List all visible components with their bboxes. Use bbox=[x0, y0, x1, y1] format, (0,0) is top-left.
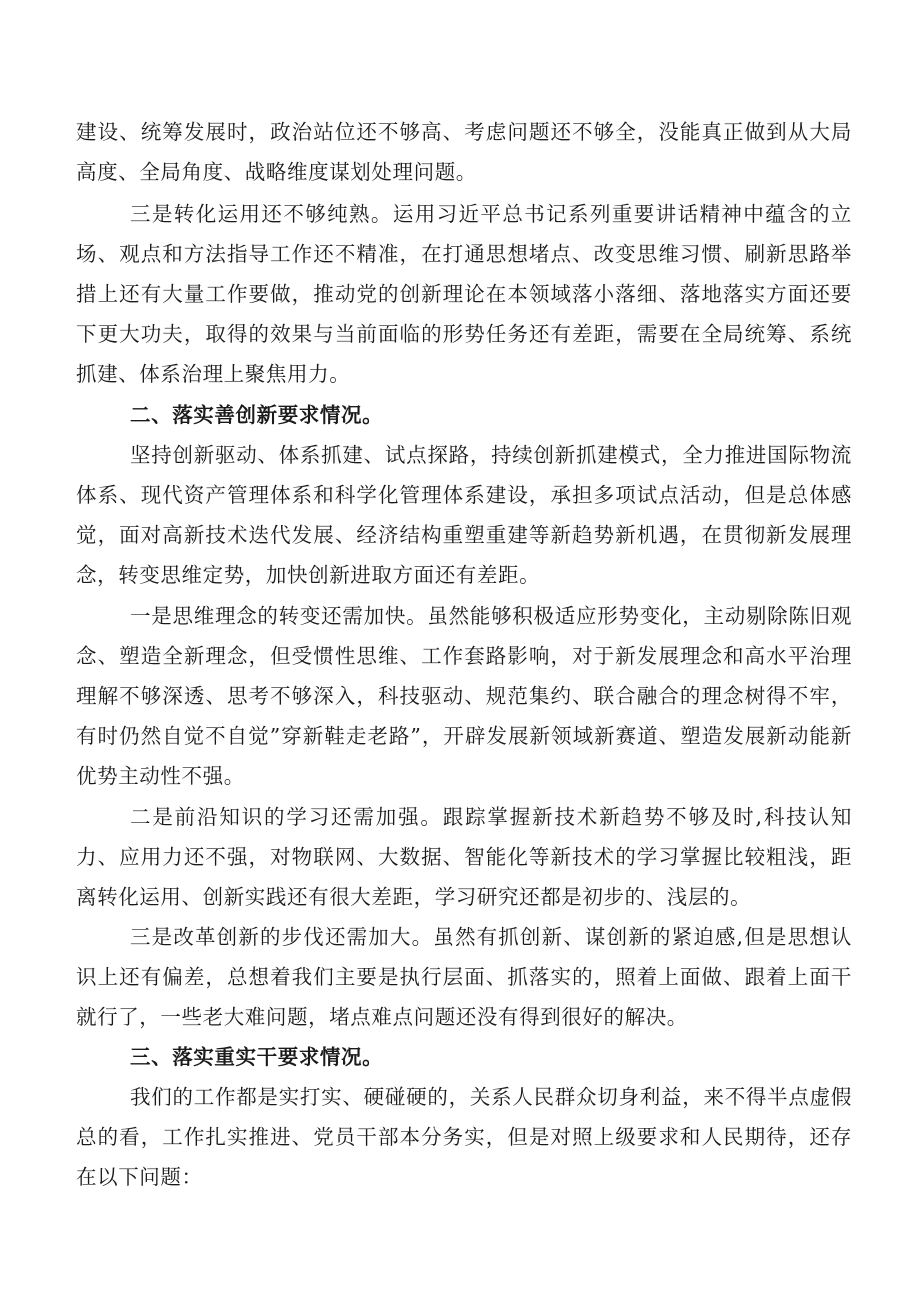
paragraph-innovation-overview: 坚持创新驱动、体系抓建、试点探路，持续创新抓建模式，全力推进国际物流体系、现代资产管理体系和科学化管理体系建设，承担多项试点活动，但是总体感觉，面对高新技术迭代发展、经济结构重塑重建等新趋势新机遇，在贯彻新发展理念，转变思维定势，加快创新进取方面还有差距。 bbox=[76, 443, 852, 587]
section-heading-practical-work: 三、落实重实干要求情况。 bbox=[130, 1045, 384, 1069]
section-heading-innovation: 二、落实善创新要求情况。 bbox=[130, 403, 384, 427]
paragraph-point-two-learning: 二是前沿知识的学习还需加强。跟踪掌握新技术新趋势不够及时,科技认知力、应用力还不强，对物联网、大数据、智能化等新技术的学习掌握比较粗浅，距离转化运用、创新实践还有很大差距，学习研究还都是初步的、浅层的。 bbox=[76, 805, 852, 909]
paragraph-political-stance: 建设、统筹发展时，政治站位还不够高、考虑问题还不够全，没能真正做到从大局高度、全局角度、战略维度谋划处理问题。 bbox=[76, 120, 852, 184]
paragraph-practical-work-overview: 我们的工作都是实打实、硬碰硬的，关系人民群众切身利益，来不得半点虚假总的看，工作扎实推进、党员干部本分务实，但是对照上级要求和人民期待，还存在以下问题： bbox=[76, 1085, 852, 1189]
paragraph-point-three-application: 三是转化运用还不够纯熟。运用习近平总书记系列重要讲话精神中蕴含的立场、观点和方法指导工作还不精准，在打通思想堵点、改变思维习惯、刷新思路举措上还有大量工作要做，推动党的创新理论在本领域落小落细、落地落实方面还要下更大功夫，取得的效果与当前面临的形势任务还有差距，需要在全局统筹、系统抓建、体系治理上聚焦用力。 bbox=[76, 202, 852, 386]
paragraph-point-one-mindset: 一是思维理念的转变还需加快。虽然能够积极适应形势变化，主动剔除陈旧观念、塑造全新理念，但受惯性思维、工作套路影响，对于新发展理念和高水平治理理解不够深透、思考不够深入，科技驱动、规范集约、联合融合的理念树得不牢，有时仍然自觉不自觉”穿新鞋走老路”，开辟发展新领域新赛道、塑造发展新动能新优势主动性不强。 bbox=[76, 604, 852, 788]
paragraph-point-three-reform: 三是改革创新的步伐还需加大。虽然有抓创新、谋创新的紧迫感,但是思想认识上还有偏差，总想着我们主要是执行层面、抓落实的，照着上面做、跟着上面干就行了，一些老大难问题，堵点难点问题还没有得到很好的解决。 bbox=[76, 925, 852, 1029]
